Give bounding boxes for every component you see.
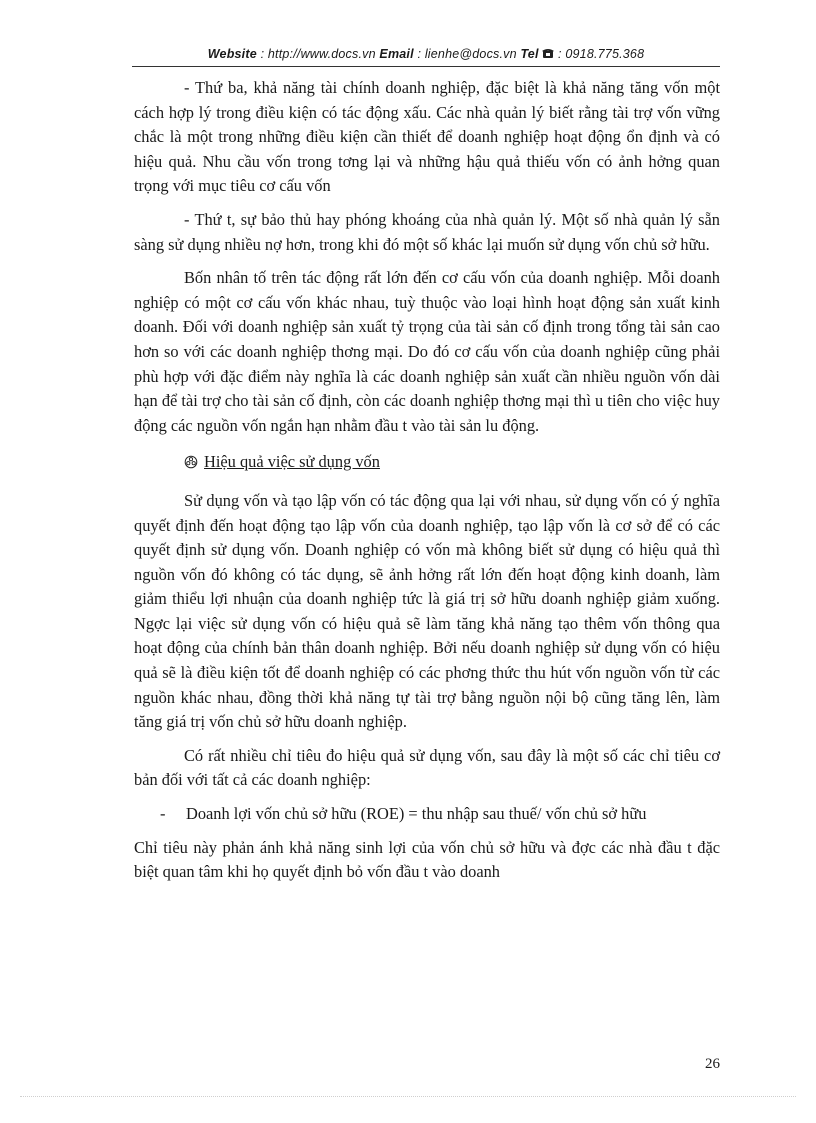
list-bullet: - <box>160 804 166 824</box>
section-heading <box>184 450 720 475</box>
paragraph-financial-capacity: - Thứ ba, khả năng tài chính doanh nghiệp, đặc biệt là khả năng tăng vốn một cách hợp lý trong điều kiện có tác động xấu. Các nhà quản lý biết rằng tài trợ vốn vững chắc là một trong những điều kiện cần thiết để doanh nghiệp hoạt động ổn định và có hiệu quả. Nhu cầu vốn trong tơng lại và những hậu quả thiếu vốn có ảnh hởng quan trọng với mục tiêu cơ cấu vốn <box>134 78 720 196</box>
website-label: Website <box>207 47 257 61</box>
paragraph-manager-attitude: - Thứ t, sự bảo thủ hay phóng khoáng của nhà quản lý. Một số nhà quản lý sẵn sàng sử dụng nhiều nợ hơn, trong khi đó một số khác lại muốn sử dụng vốn chủ sở hữu. <box>134 209 720 254</box>
list-item <box>134 802 720 827</box>
section-heading-text: Hiệu quả việc sử dụng vốn <box>204 452 380 472</box>
email-value: : lienhe@docs.vn <box>417 47 517 61</box>
website-value: : http://www.docs.vn <box>260 47 376 61</box>
tel-value: : 0918.775.368 <box>558 47 645 61</box>
paragraph-indicators-intro: Có rất nhiều chỉ tiêu đo hiệu quả sử dụng vốn, sau đây là một số các chỉ tiêu cơ bản đối với tất cả các doanh nghiệp: <box>134 745 720 790</box>
tel-label: Tel <box>520 47 539 61</box>
paragraph-four-factors: Bốn nhân tố trên tác động rất lớn đến cơ cấu vốn của doanh nghiệp. Mỗi doanh nghiệp có một cơ cấu vốn khác nhau, tuỳ thuộc vào loại hình hoạt động sản xuất kinh doanh. Đối với doanh nghiệp sản xuất tỷ trọng của tài sản cố định trong tổng tài sản cao hơn so với các doanh nghiệp thơng mại. Do đó cơ cấu vốn của doanh nghiệp cũng phải phù hợp với đặc điểm này nghĩa là các doanh nghiệp sản xuất cần nhiều nguồn vốn dài hạn để tài trợ cho tài sản cố định, còn các doanh nghiệp thơng mại thì u tiên cho việc huy động các nguồn vốn ngắn hạn nhằm đầu t vào tài sản lu động. <box>134 268 720 435</box>
footer-divider <box>20 1096 796 1097</box>
paragraph-roe-explanation: Chỉ tiêu này phản ánh khả năng sinh lợi của vốn chủ sở hữu và đợc các nhà đầu t đặc biệt quan tâm khi họ quyết định bỏ vốn đầu t vào doanh <box>134 837 720 882</box>
phone-icon <box>542 48 554 59</box>
header-divider <box>132 66 720 67</box>
email-label: Email <box>379 47 414 61</box>
paragraph-capital-usage: Sử dụng vốn và tạo lập vốn có tác động qua lại với nhau, sử dụng vốn có ý nghĩa quyết định đến hoạt động tạo lập vốn của doanh nghiệp, tạo lập vốn là cơ sở để có các quyết định sử dụng vốn. Doanh nghiệp có vốn mà không biết sử dụng có hiệu quả thì nguồn vốn đó không có tác dụng, sẽ ảnh hởng rất lớn đến hoạt động kinh doanh, làm giảm thiểu lợi nhuận của doanh nghiệp tức là giá trị sở hữu doanh nghiệp giảm xuống. Ngợc lại việc sử dụng vốn có hiệu quả sẽ làm tăng khả năng tạo thêm vốn thông qua hoạt động của chính bản thân doanh nghiệp. Bởi nếu doanh nghiệp sử dụng vốn có hiệu quả sẽ là điều kiện tốt để doanh nghiệp có các phơng thức thu hút vốn nguồn vốn từ các nguồn khác nhau, đồng thời khả năng tự tài trợ bằng nguồn nội bộ cũng tăng lên, làm tăng giá trị vốn chủ sở hữu doanh nghiệp. <box>134 490 720 732</box>
flower-bullet-icon <box>184 455 198 469</box>
list-item-roe: Doanh lợi vốn chủ sở hữu (ROE) = thu nhập sau thuế/ vốn chủ sở hữu <box>186 804 647 824</box>
document-body <box>134 76 720 894</box>
page-number: 26 <box>705 1056 720 1072</box>
page-header <box>132 47 720 61</box>
